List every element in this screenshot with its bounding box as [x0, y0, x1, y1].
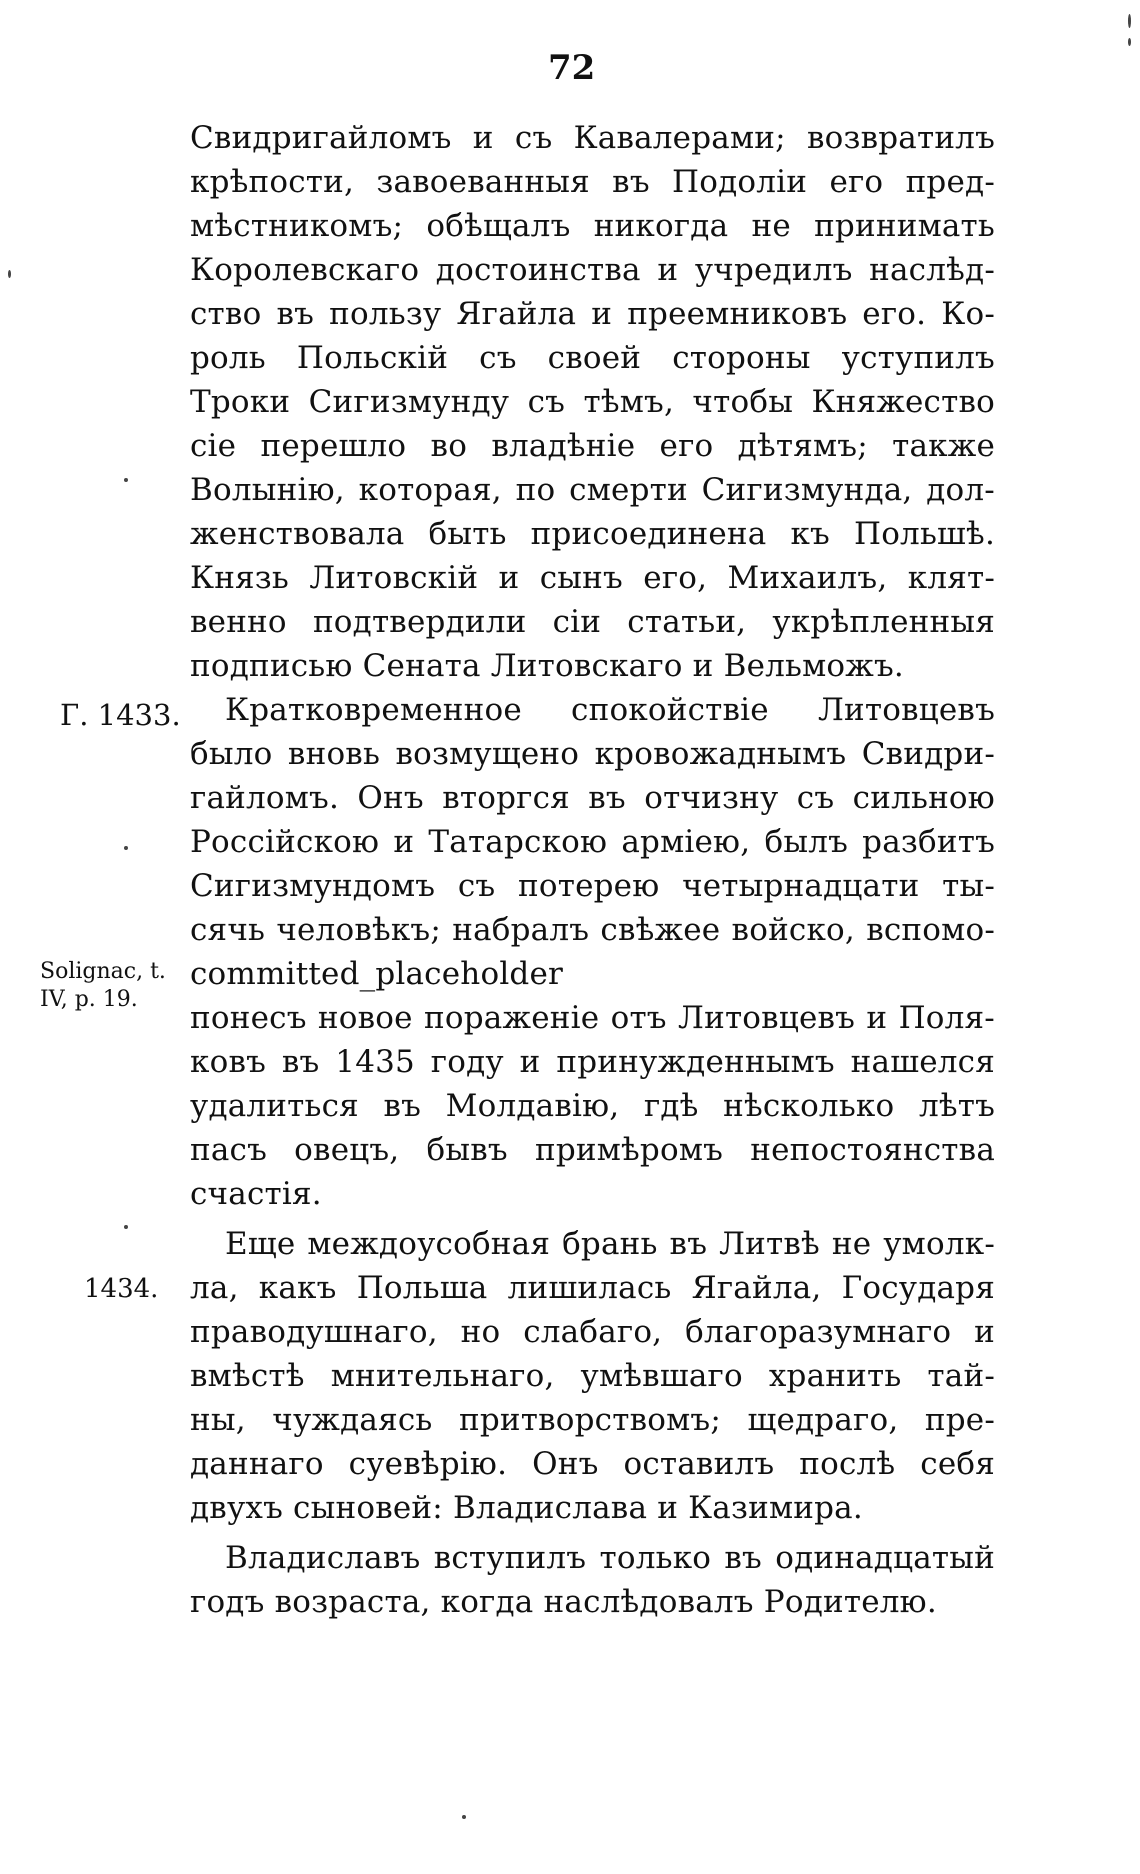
margin-note-year-1434: 1434. — [84, 1274, 159, 1304]
text-line: ла, какъ Польша лишилась Ягайла, Государя — [190, 1270, 995, 1306]
text-line: женствовала быть присоединена къ Польшѣ. — [190, 516, 995, 552]
page-number: 72 — [548, 48, 596, 88]
text-line: ство въ пользу Ягайла и преемниковъ его. Ко- — [190, 296, 995, 332]
text-line: пасъ овецъ, бывъ примѣромъ непостоянства — [190, 1132, 995, 1168]
margin-note-citation — [40, 958, 166, 1014]
text-line: Россійскою и Татарскою арміею, былъ разбитъ — [190, 824, 995, 860]
scan-speck — [124, 478, 128, 482]
text-line: праводушнаго, но слабаго, благоразумнаго и — [190, 1314, 995, 1350]
scan-speck — [124, 846, 128, 850]
scan-speck — [462, 1815, 466, 1819]
text-line: committed_placeholder — [190, 956, 564, 992]
text-line: Сигизмундомъ съ потерею четырнадцати ты- — [190, 868, 995, 904]
text-line: даннаго суевѣрію. Онъ оставилъ послѣ себя — [190, 1446, 995, 1482]
text-line: Королевскаго достоинства и учредилъ наслѣд- — [190, 252, 995, 288]
text-line: мѣстникомъ; обѣщалъ никогда не принимать — [190, 208, 995, 244]
text-line: роль Польскій съ своей стороны уступилъ — [190, 340, 995, 376]
text-line: крѣпости, завоеванныя въ Подоліи его пред- — [190, 164, 995, 200]
text-line: Троки Сигизмунду съ тѣмъ, чтобы Княжество — [190, 384, 995, 420]
text-line: ковъ въ 1435 году и принужденнымъ нашелся — [190, 1044, 995, 1080]
scan-speck — [8, 270, 11, 278]
text-line: подписью Сената Литовскаго и Вельможъ. — [190, 648, 904, 684]
margin-note-citation-line-1: Solignac, t. — [40, 959, 166, 984]
text-line: сіе перешло во владѣніе его дѣтямъ; также — [190, 428, 995, 464]
text-line: понесъ новое пораженіе отъ Литовцевъ и Поля- — [190, 1000, 995, 1036]
margin-note-citation-line-2: IV, p. 19. — [40, 987, 138, 1012]
text-line: венно подтвердили сіи статьи, укрѣпленныя — [190, 604, 995, 640]
scan-speck — [1128, 14, 1131, 28]
text-line: ны, чуждаясь притворствомъ; щедраго, пре- — [190, 1402, 995, 1438]
text-line: Еще междоусобная брань въ Литвѣ не умолк- — [225, 1226, 995, 1262]
text-line: было вновь возмущено кровожаднымъ Свидри- — [190, 736, 995, 772]
scan-speck — [124, 1225, 128, 1229]
margin-note-year-1433: Г. 1433. — [60, 698, 181, 732]
text-line: двухъ сыновей: Владислава и Казимира. — [190, 1490, 863, 1526]
scan-speck — [1128, 38, 1131, 46]
text-line: вмѣстѣ мнительнаго, умѣвшаго хранить тай- — [190, 1358, 995, 1394]
text-line: годъ возраста, когда наслѣдовалъ Родителю. — [190, 1584, 937, 1620]
text-line: гайломъ. Онъ вторгся въ отчизну съ сильною — [190, 780, 995, 816]
text-line: счастія. — [190, 1176, 322, 1212]
text-line: Волынію, которая, по смерти Сигизмунда, дол- — [190, 472, 995, 508]
text-line: Свидригайломъ и съ Кавалерами; возвратилъ — [190, 120, 995, 156]
text-line: Князь Литовскій и сынъ его, Михаилъ, клят- — [190, 560, 995, 596]
text-line: Кратковременное спокойствіе Литовцевъ — [225, 692, 995, 728]
body-text — [190, 116, 995, 1624]
text-line: удалиться въ Молдавію, гдѣ нѣсколько лѣтъ — [190, 1088, 995, 1124]
text-line: Владиславъ вступилъ только въ одинадцатый — [225, 1540, 995, 1576]
text-line: сячь человѣкъ; набралъ свѣжее войско, вспомо- — [190, 912, 995, 948]
